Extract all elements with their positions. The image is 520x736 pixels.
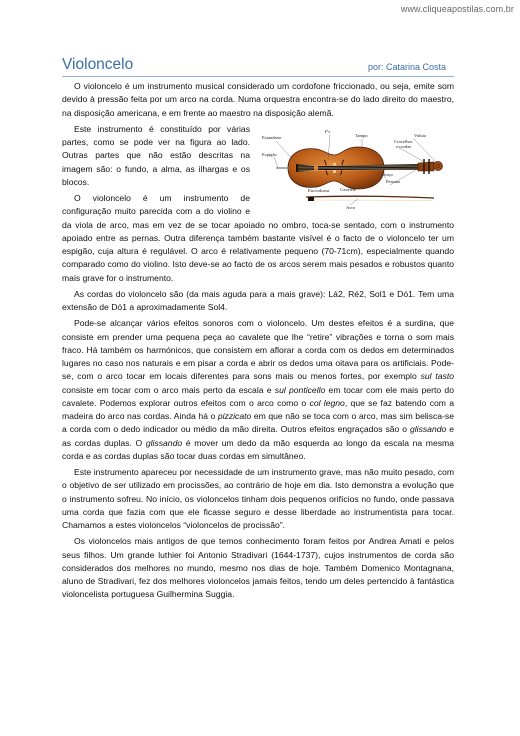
bow-hair	[308, 200, 432, 201]
label-tampo: Tampo	[355, 132, 368, 138]
label-espigao: Espigão	[262, 151, 277, 157]
label-f-holes: F's	[325, 128, 331, 134]
paragraph-intro: O violoncelo é um instrumento musical considerado um cordofone friccionado, ou seja, emite som devido à pressão feita por um arco na corda. Numa orquestra encontra-se do lado direito do maestro, na disposição americana, e em frente ao maestro na disposição alemã.	[62, 81, 454, 118]
paragraph-parts: Este instrumento é constituído por várias partes, como se pode ver na figura ao lado. Outras partes que não estão descritas na imagem são: o fundo, a alma, as ilhargas e os blocos.	[62, 123, 250, 187]
scroll	[434, 161, 443, 170]
paragraph-configuration: O violoncelo é um instrumento de configuração muito parecida com a do violino e da viola de arco, mas em vez de se tocar apoiado no ombro, toca-se sentado, com o instrumento apoiado entre as pernas. Outra diferença também bastante visível é o facto de o violoncelo ter um espigão, cuja altura é regulável. O arco é relativamente pequeno (70-71cm), especialmente quando comparado como do violino. Isto deve-se ao facto de os arcos serem mais pesados e robustos quanto mais grave for o instrumento.	[62, 193, 454, 283]
page-title: Violoncelo	[62, 56, 134, 73]
article-body	[62, 80, 454, 602]
label-cravelhas-line2: e cordas	[396, 143, 412, 149]
label-encordoara: Encordoara	[308, 187, 330, 193]
label-estandarte: Estandarte	[262, 134, 282, 140]
paragraph-history: Este instrumento apareceu por necessidade de um instrumento grave, mas não muito pesado, com o objetivo de ser utilizado em procissões, ao contrário de hoje em dia. Isto demonstra a evolução que o instrumento sofreu. No início, os violoncelos tinham dois pequenos orifícios no fundo, onde passava uma corda que fazia com que ele ficasse seguro e desse liberdade ao instrumentista para tocar. Chamamos a estes violoncelos “violoncelos de procissão”.	[62, 467, 454, 530]
cello-illustration	[258, 125, 454, 211]
bow-stick	[306, 196, 434, 198]
paragraph-effects: Pode-se alcançar vários efeitos sonoros com o violoncelo. Um destes efeitos é a surdina, que consiste em prender uma pequena peça ao cavalete que lhe “retire” vibrações e torna o som mais fraco. Há também os harmónicos, que consistem em aflorar a corda com os dedos em determinados lugares no caso nos naturais e em pisar a corda e abrir os dedos uma oitava para os artificiais. Pode-se, com o arco tocar em locais diferentes para sons mais ou menos fortes, por exemplo sul tasto consiste em tocar com o arco mais perto da escala e sul ponticello em tocar com ele mais perto do cavalete. Podemos explorar outros efeitos com o arco como o col legno, que se faz batendo com a madeira do arco nas cordas. Ainda há o pizzicato em que não se toca com o arco, mas sim belisca-se a corda com o dedo indicador ou médio da mão direita. Outros efeitos engraçados são o glissando e as cordas duplas. O glissando é mover um dedo da mão esquerda ao longo da escala na mesma corda e as cordas duplas são tocar duas cordas em simultâneo.	[62, 318, 455, 461]
cello-diagram	[258, 125, 454, 211]
label-cravelhas-line1: Cravelhas	[394, 138, 413, 144]
bow-frog	[308, 197, 314, 201]
pegbox	[418, 162, 434, 171]
label-cavalete: Cavalete	[340, 186, 357, 192]
site-url: www.cliqueapostilas.com.br	[400, 4, 514, 14]
label-arco: Arco	[346, 204, 356, 210]
document-header	[62, 56, 454, 77]
paragraph-strings: As cordas do violoncelo são (da mais aguda para a mais grave): Lá2, Ré2, Sol1 e Dó1. Tem uma extensão de Dó1 a aproximadamente Sol4.	[62, 288, 454, 312]
label-voluta: Voluta	[414, 132, 426, 138]
author-credit: por: Catarina Costa	[367, 62, 446, 72]
label-pestana: Pestana	[386, 178, 401, 184]
label-braco: Braço	[382, 171, 393, 177]
paragraph-makers: Os violoncelos mais antigos de que temos conhecimento foram feitos por Andrea Amati e pelos seus filhos. Um grande luthier foi Antonio Stradivari (1644-1737), cujos instrumentos de corda são considerados dos melhores no mundo, mesmo nos dias de hoje. Também Domenico Montagnana, aluno de Stradivari, fez dos melhores violoncelos jamais feitos, tendo um deles pertencido à fantástica violoncelista portuguesa Guilhermina Suggia.	[62, 536, 454, 600]
